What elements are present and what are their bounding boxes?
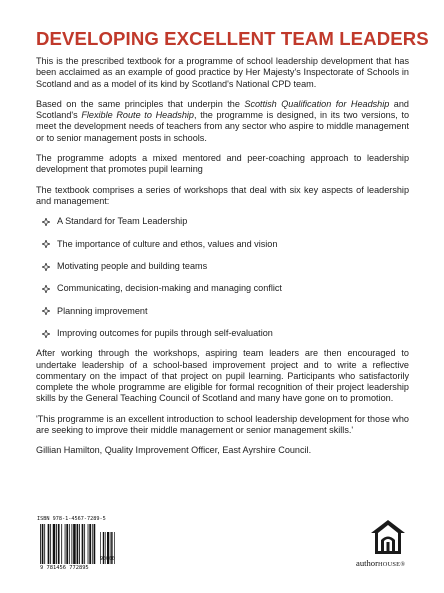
endorsement-quote: 'This programme is an excellent introduction to school leadership development for those who are seeking to improve their middle management or senior management skills.' xyxy=(36,413,409,435)
isbn-barcode xyxy=(36,516,118,572)
diamond-bullet-icon xyxy=(42,240,50,248)
cover-text xyxy=(36,56,409,466)
list-item-label: Planning improvement xyxy=(57,305,148,316)
endorsement-attribution: Gillian Hamilton, Quality Improvement Officer, East Ayrshire Council. xyxy=(36,445,312,456)
text-span: and Scotland's xyxy=(36,98,409,121)
barcode-number: 9 781456 772895 xyxy=(40,565,89,571)
diamond-bullet-icon xyxy=(42,307,50,315)
list-item xyxy=(42,261,409,272)
paragraph-project: After working through the workshops, aspiring team leaders are then encouraged to undertake leadership of a school-based improvement project and to write a reflective commentary on the impact of that project on pupil learning. Participants who satisfactorily complete the whole programme are eligible for formal recognition of their project leadership skills by the General Teaching Council of Scotland and many have gone on to promotion. xyxy=(36,348,409,404)
diamond-bullet-icon xyxy=(42,285,50,293)
list-item-label: The importance of culture and ethos, values and vision xyxy=(57,238,278,249)
list-item xyxy=(42,239,409,250)
paragraph-principles xyxy=(36,99,409,144)
registered-mark: ® xyxy=(400,561,406,568)
emphasis-sqh: Scottish Qualification for Headship xyxy=(244,98,390,109)
list-item xyxy=(42,283,409,294)
publisher-name-lower: author xyxy=(356,558,378,568)
emphasis-frh: Flexible Route to Headship xyxy=(81,110,194,121)
list-item xyxy=(42,216,409,227)
diamond-bullet-icon xyxy=(42,330,50,338)
publisher-name-caps: HOUSE xyxy=(377,561,401,568)
diamond-bullet-icon xyxy=(42,218,50,226)
text-span: Based on the same principles that underpin the xyxy=(36,98,245,109)
list-item-label: Motivating people and building teams xyxy=(57,261,208,272)
paragraph-workshops: The textbook comprises a series of workshops that deal with six key aspects of leadership and management: xyxy=(36,184,409,206)
list-item-label: A Standard for Team Leadership xyxy=(57,216,188,227)
list-item-label: Improving outcomes for pupils through self-evaluation xyxy=(57,328,273,339)
text-span: , the programme is designed, in its two versions, to meet the development needs of teachers from any sector who aspire to middle management or to senior management posts in schools. xyxy=(36,110,410,143)
publisher-name xyxy=(356,558,422,568)
list-item xyxy=(42,328,409,339)
aspects-list xyxy=(36,216,409,339)
isbn-label: ISBN 978-1-4567-7289-5 xyxy=(37,516,106,522)
publisher-logo xyxy=(356,518,416,574)
diamond-bullet-icon xyxy=(42,263,50,271)
page-title: DEVELOPING EXCELLENT TEAM LEADERS xyxy=(36,28,429,49)
house-logo-icon xyxy=(368,518,408,556)
list-item-label: Communicating, decision-making and managing conflict xyxy=(57,283,282,294)
list-item xyxy=(42,306,409,317)
paragraph-approach: The programme adopts a mixed mentored and peer-coaching approach to leadership development that promotes pupil learning xyxy=(36,153,409,175)
paragraph-intro: This is the prescribed textbook for a programme of school leadership development that has been acclaimed as an example of good practice by Her Majesty's Inspectorate of Schools in Scotland and as a model of its kind by Scotland's National CPD team. xyxy=(36,56,409,89)
barcode-addon-number: 90000 xyxy=(100,556,116,562)
